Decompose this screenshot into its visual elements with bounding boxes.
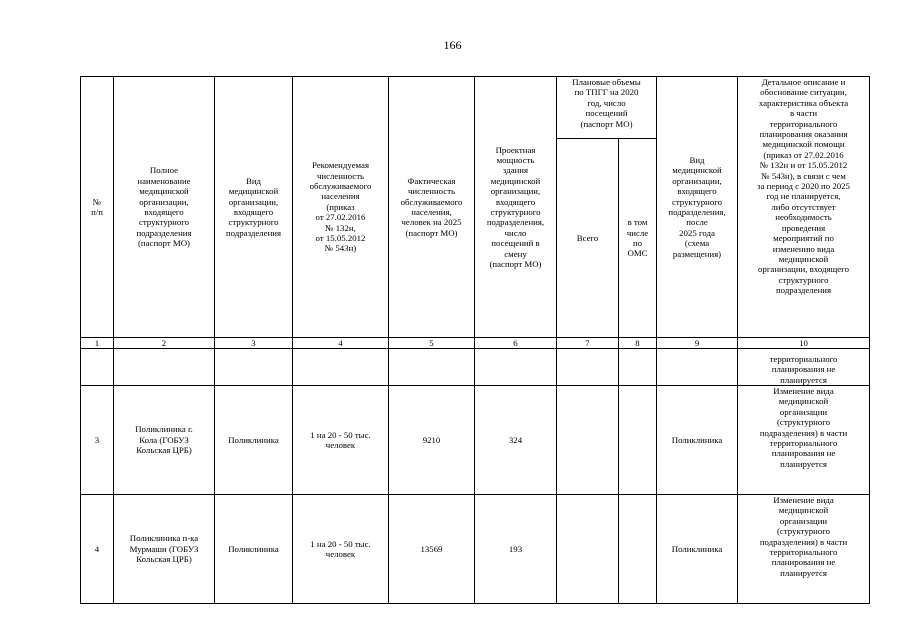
header-row	[81, 77, 870, 139]
row-description: Изменение вида медицинской организации (структурного подразделения) в части территориального планирования не планируется	[738, 495, 870, 604]
row-description: Изменение вида медицинской организации (структурного подразделения) в части территориального планирования не планируется	[738, 386, 870, 495]
row-name: Поликлиника п-ка Мурмаши (ГОБУЗ Кольская ЦРБ)	[114, 495, 215, 604]
row-name: Поликлиника г. Кола (ГОБУЗ Кольская ЦРБ)	[114, 386, 215, 495]
row-total	[557, 386, 619, 495]
header-org-type-after-2025: Вид медицинской организации, входящего структурного подразделения, после 2025 года (схема размещения)	[657, 77, 738, 338]
row-actual: 9210	[389, 386, 475, 495]
row-type-after: Поликлиника	[657, 386, 738, 495]
column-number: 5	[389, 338, 475, 349]
header-oms: в том числе по ОМС	[619, 139, 657, 338]
empty-cell	[114, 349, 215, 386]
header-actual-population: Фактическая численность обслуживаемого населения, человек на 2025 (паспорт МО)	[389, 77, 475, 338]
column-number: 4	[293, 338, 389, 349]
medical-organizations-table	[80, 76, 870, 604]
row-type: Поликлиника	[215, 495, 293, 604]
column-number: 2	[114, 338, 215, 349]
row-type-after: Поликлиника	[657, 495, 738, 604]
row-num: 4	[81, 495, 114, 604]
column-number: 7	[557, 338, 619, 349]
header-description: Детальное описание и обоснование ситуации, характеристика объекта в части территориального планирования оказания медицинской помощи (приказ от 27.02.2016 № 132н и от 15.05.2012 № 543н), в связи с чем за период с 2020 по 2025 год не планируется, либо отсутствует необходимость проведения мероприятий по изменению вида медицинской организации, входящего структурного подразделения	[738, 77, 870, 338]
continuation-description: территориального планирования не планируется	[738, 349, 870, 386]
empty-cell	[215, 349, 293, 386]
column-number: 8	[619, 338, 657, 349]
empty-cell	[657, 349, 738, 386]
row-type: Поликлиника	[215, 386, 293, 495]
row-capacity: 193	[475, 495, 557, 604]
row-capacity: 324	[475, 386, 557, 495]
column-number: 1	[81, 338, 114, 349]
header-recommended-population: Рекомендуемая численность обслуживаемого населения (приказ от 27.02.2016 № 132н, от 15.05.2012 № 543н)	[293, 77, 389, 338]
table-row	[81, 495, 870, 604]
header-org-type: Вид медицинской организации, входящего структурного подразделения	[215, 77, 293, 338]
column-number: 10	[738, 338, 870, 349]
column-numbers-row	[81, 338, 870, 349]
row-oms	[619, 386, 657, 495]
column-number: 6	[475, 338, 557, 349]
row-actual: 13569	[389, 495, 475, 604]
empty-cell	[619, 349, 657, 386]
header-num: № п/п	[81, 77, 114, 338]
empty-cell	[81, 349, 114, 386]
row-oms	[619, 495, 657, 604]
row-recommended: 1 на 20 - 50 тыс. человек	[293, 495, 389, 604]
row-recommended: 1 на 20 - 50 тыс. человек	[293, 386, 389, 495]
empty-cell	[475, 349, 557, 386]
header-design-capacity: Проектная мощность здания медицинской организации, входящего структурного подразделения, число посещений в смену (паспорт МО)	[475, 77, 557, 338]
column-number: 9	[657, 338, 738, 349]
column-number: 3	[215, 338, 293, 349]
header-planned-volumes: Плановые объемы по ТПГГ на 2020 год, число посещений (паспорт МО)	[557, 77, 657, 139]
row-num: 3	[81, 386, 114, 495]
row-total	[557, 495, 619, 604]
empty-cell	[293, 349, 389, 386]
continuation-row	[81, 349, 870, 386]
header-total: Всего	[557, 139, 619, 338]
table-row	[81, 386, 870, 495]
empty-cell	[557, 349, 619, 386]
header-full-name: Полное наименование медицинской организации, входящего структурного подразделения (паспорт МО)	[114, 77, 215, 338]
page-number: 166	[443, 38, 462, 52]
empty-cell	[389, 349, 475, 386]
